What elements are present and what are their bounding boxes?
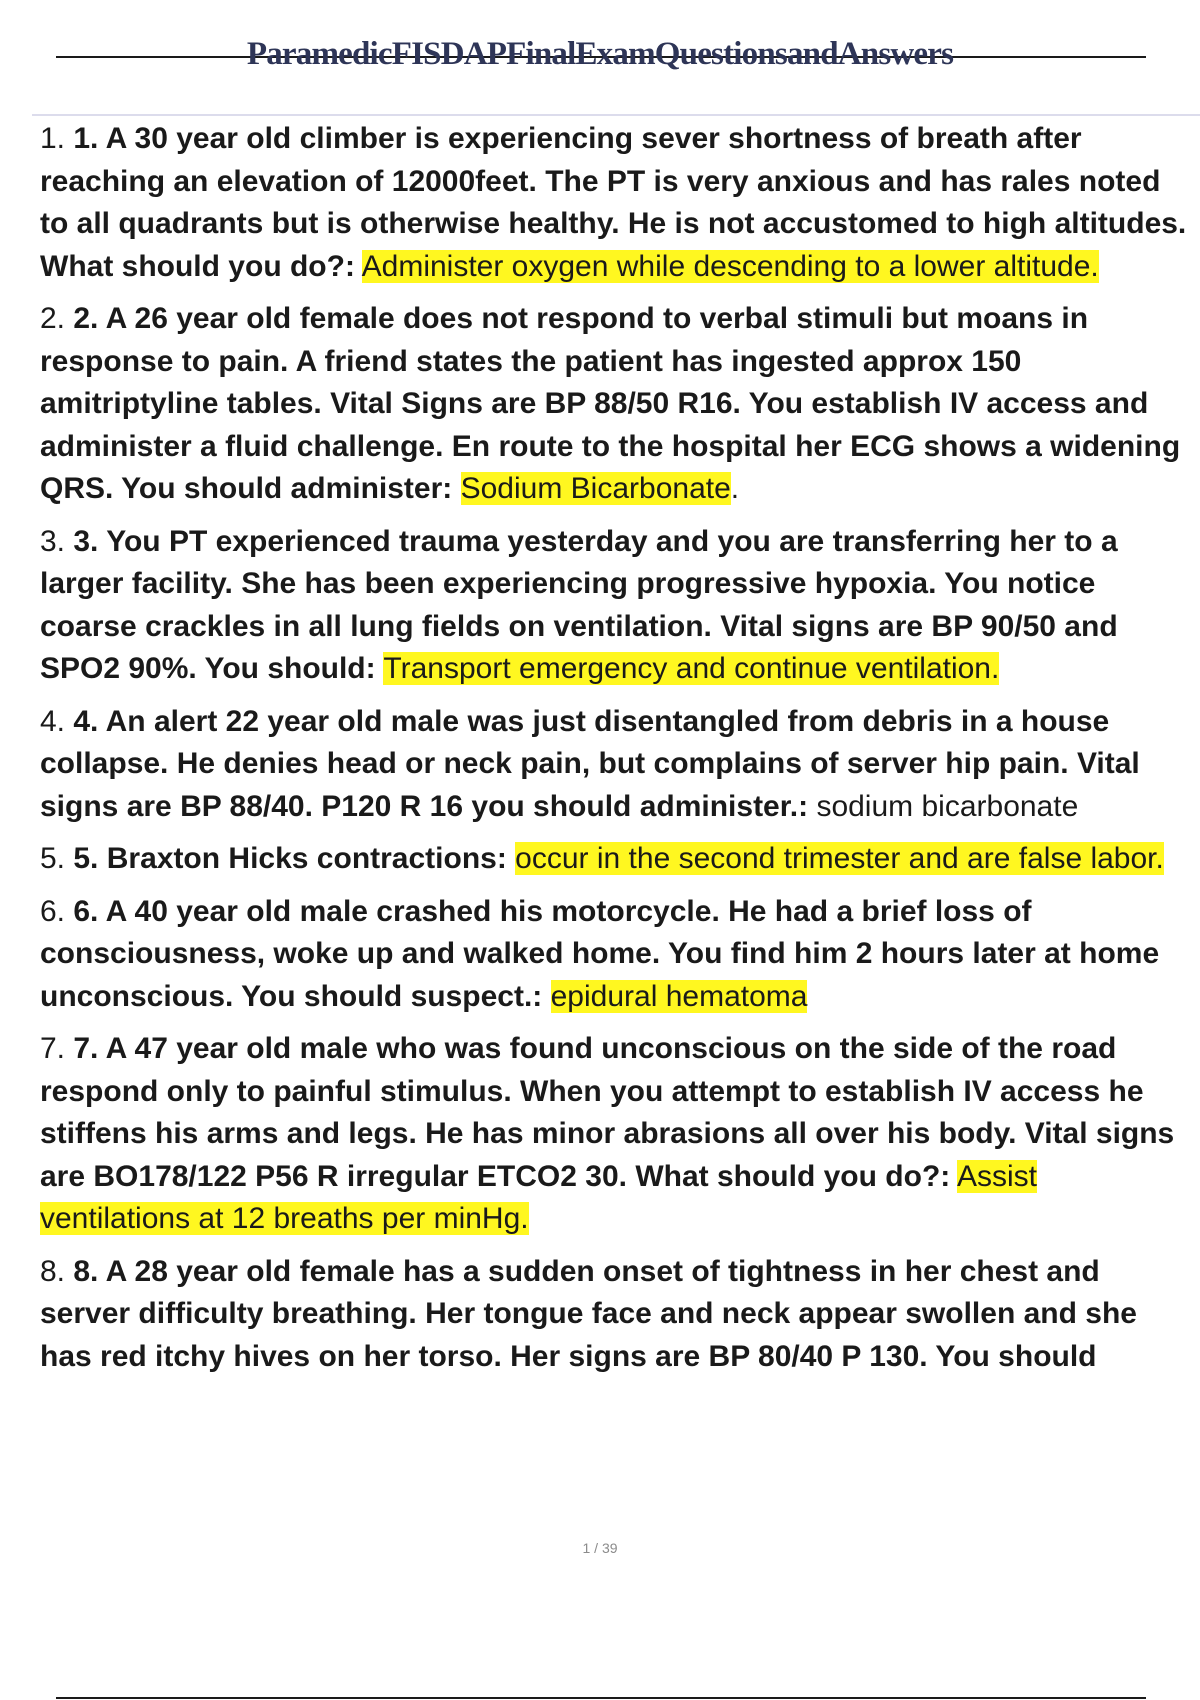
qa-item (40, 118, 1190, 288)
answer-text: Sodium Bicarbonate (460, 472, 731, 505)
question-text: 1. A 30 year old climber is experiencing sever shortness of breath after reaching an elevation of 12000feet. The PT is very anxious and has rales noted to all quadrants but is otherwise healthy. He is not accustomed to high altitudes. What should you do?: (40, 122, 1187, 283)
question-text: 3. You PT experienced trauma yesterday and you are transferring her to a larger facility. She has been experiencing progressive hypoxia. You notice coarse crackles in all lung fields on ventilation. Vital signs are BP 90/50 and SPO2 90%. You should: (40, 524, 1118, 685)
qa-item (40, 701, 1190, 829)
qa-item: 2. 2. A 26 year old female does not respond to verbal stimuli but moans in response to pain. A friend states the patient has ingested approx 150 amitriptyline tables. Vital Signs are BP 88/50 R16. You establish IV access and administer a fluid challenge. En route to the hospital her ECG shows a widening QRS. You should administer: Sodium Bicarbonate. (40, 302, 1181, 505)
answer-text: epidural hematoma (550, 979, 808, 1013)
question-text: 6. A 40 year old male crashed his motorcycle. He had a brief loss of consciousness, woke up and walked home. You find him 2 hours later at home unconscious. You should suspect.: (40, 894, 1160, 1013)
qa-item (40, 521, 1190, 691)
question-list (40, 118, 1190, 1388)
title-divider (32, 114, 1200, 116)
question-text: 8. A 28 year old female has a sudden onset of tightness in her chest and server difficulty breathing. Her tongue face and neck appear swollen and she has red itchy hives on her torso. Her signs are BP 80/40 P 130. You should (40, 1254, 1137, 1373)
question-text: 7. A 47 year old male who was found unconscious on the side of the road respond only to painful stimulus. When you attempt to establish IV access he stiffens his arms and legs. He has minor abrasions all over his body. Vital signs are BO178/122 P56 R irregular ETCO2 30. What should you do?: (40, 1032, 1175, 1193)
item-number: 1. (40, 122, 66, 155)
answer-text: Transport emergency and continue ventilation. (383, 652, 1000, 685)
answer-text: Administer oxygen while descending to a lower altitude. (361, 249, 1099, 283)
answer-text: sodium bicarbonate (816, 789, 1079, 823)
item-number: 5. (40, 842, 66, 875)
item-number: 4. (40, 704, 66, 738)
item-number: 8. (40, 1254, 66, 1288)
question-text: 2. A 26 year old female does not respond to verbal stimuli but moans in response to pain. A friend states the patient has ingested approx 150 amitriptyline tables. Vital Signs are BP 88/50 R16. You establish IV access and administer a fluid challenge. En route to the hospital her ECG shows a widening QRS. You should administer: (40, 302, 1181, 505)
answer-text: occur in the second trimester and are false labor. (515, 842, 1164, 875)
question-text: 4. An alert 22 year old male was just disentangled from debris in a house collapse. He denies head or neck pain, but complains of server hip pain. Vital signs are BP 88/40. P120 R 16 you should administer.: (40, 704, 1140, 823)
item-number: 7. (40, 1032, 66, 1065)
question-text: 5. Braxton Hicks contractions: (73, 842, 507, 875)
qa-item (40, 838, 1190, 881)
document-title: ParamedicFISDAPFinalExamQuestionsandAnswers (246, 36, 954, 72)
answer-text: Assist ventilations at 12 breaths per minHg. (40, 1159, 1037, 1235)
page-indicator: 1 / 39 (582, 1540, 618, 1556)
qa-item (40, 1028, 1190, 1241)
footer-rule (56, 1697, 1146, 1699)
item-number: 3. (40, 524, 66, 558)
qa-item (40, 891, 1190, 1019)
qa-item (40, 1251, 1190, 1379)
item-number: 6. (40, 894, 66, 928)
item-number: 2. (40, 302, 66, 335)
